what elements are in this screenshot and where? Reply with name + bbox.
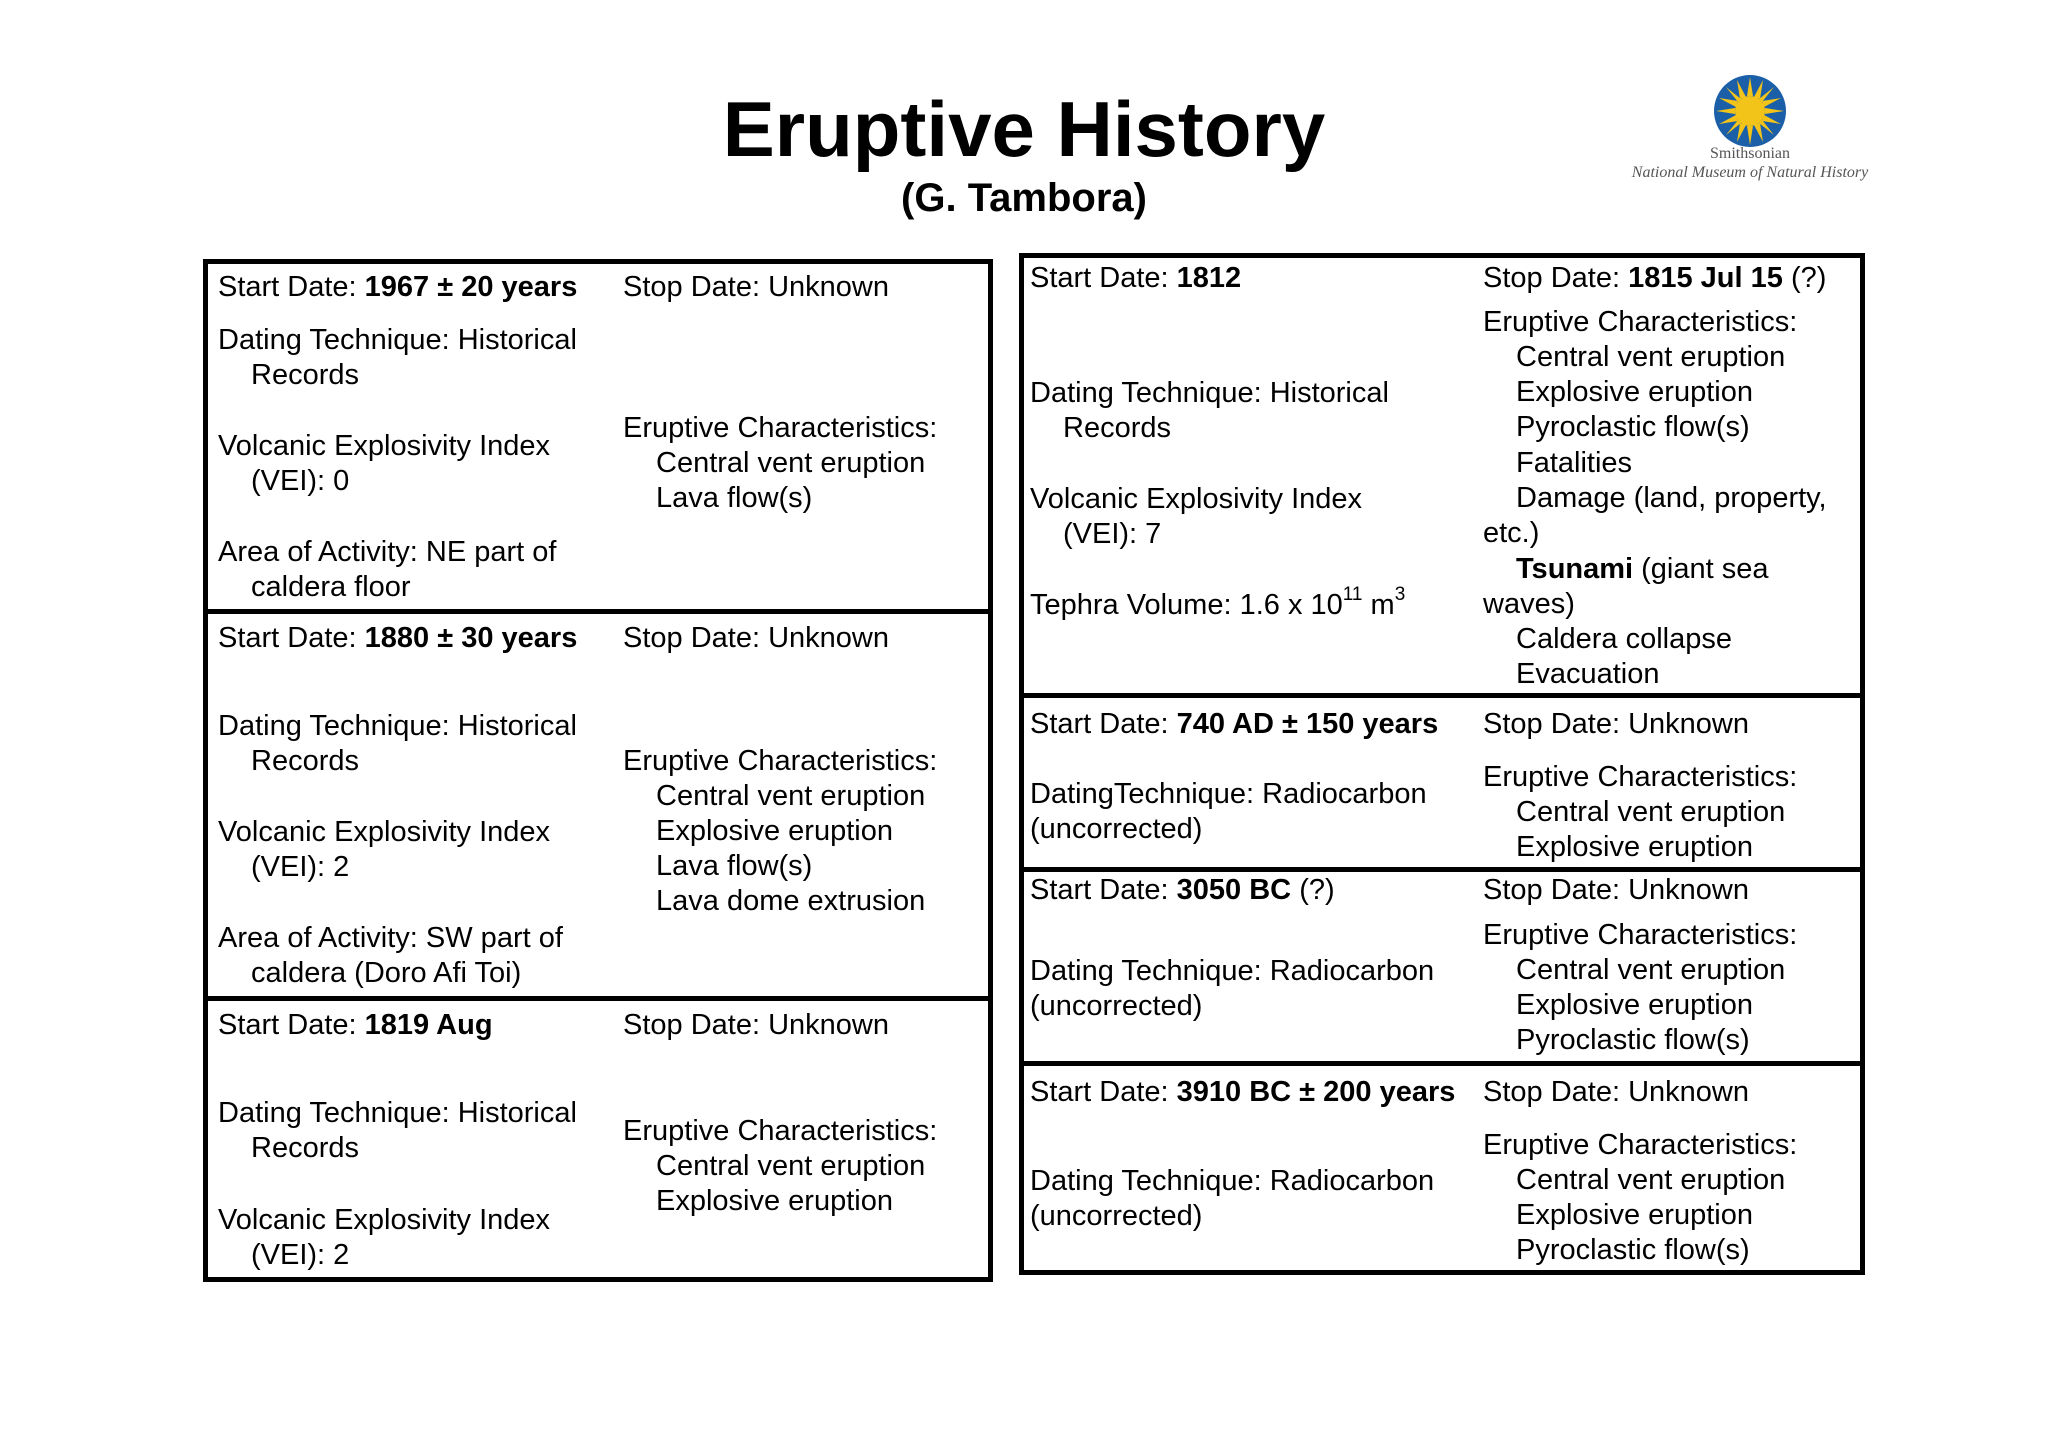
dating-technique: Dating Technique: Radiocarbon — [1030, 1165, 1435, 1197]
characteristic-item: Central vent eruption — [1516, 341, 1786, 373]
area-of-activity: Area of Activity: NE part of — [218, 536, 557, 568]
vei-label: Volcanic Explosivity Index — [218, 430, 551, 462]
dating-technique-cont: Records — [251, 359, 359, 391]
characteristic-item: Central vent eruption — [656, 780, 926, 812]
logo-name: Smithsonian — [1709, 145, 1790, 162]
characteristic-item: Lava flow(s) — [656, 850, 813, 882]
characteristic-item: Explosive eruption — [1516, 376, 1753, 408]
start-date: Start Date: 3910 BC ± 200 years — [1030, 1076, 1456, 1108]
divider — [203, 996, 993, 1001]
dating-technique: Dating Technique: Historical — [218, 1097, 577, 1129]
eruptive-characteristics-label: Eruptive Characteristics: — [623, 412, 938, 444]
stop-date: Stop Date: Unknown — [1483, 1076, 1749, 1108]
characteristic-item: Lava flow(s) — [656, 482, 813, 514]
eruptive-characteristics-label: Eruptive Characteristics: — [623, 1115, 938, 1147]
characteristic-item: Central vent eruption — [1516, 796, 1786, 828]
start-date: Start Date: 3050 BC (?) — [1030, 874, 1335, 906]
characteristic-item: Central vent eruption — [656, 447, 926, 479]
dating-technique-cont: Records — [1063, 412, 1171, 444]
characteristic-item: Explosive eruption — [1516, 989, 1753, 1021]
characteristic-item: Evacuation — [1516, 658, 1660, 690]
page-subtitle: (G. Tambora) — [901, 176, 1147, 220]
characteristic-item: Lava dome extrusion — [656, 885, 926, 917]
stop-date: Stop Date: Unknown — [623, 1009, 889, 1041]
vei-label: Volcanic Explosivity Index — [218, 816, 551, 848]
characteristic-item: Central vent eruption — [1516, 954, 1786, 986]
start-date: Start Date: 740 AD ± 150 years — [1030, 708, 1439, 740]
stop-date: Stop Date: Unknown — [623, 271, 889, 303]
dating-technique: Dating Technique: Historical — [218, 710, 577, 742]
dating-technique: DatingTechnique: Radiocarbon — [1030, 778, 1427, 810]
characteristic-item: Tsunami (giant sea — [1516, 553, 1769, 585]
stop-date: Stop Date: Unknown — [623, 622, 889, 654]
divider — [203, 609, 993, 614]
page-title: Eruptive History — [722, 85, 1326, 173]
area-of-activity-cont: caldera floor — [251, 571, 411, 603]
characteristic-item: Explosive eruption — [656, 815, 893, 847]
stop-date: Stop Date: Unknown — [1483, 708, 1749, 740]
characteristic-item: Pyroclastic flow(s) — [1516, 1024, 1750, 1056]
dating-technique-cont: (uncorrected) — [1030, 1200, 1203, 1232]
smithsonian-logo — [1610, 74, 1890, 186]
eruptive-characteristics-label: Eruptive Characteristics: — [1483, 1129, 1798, 1161]
sun-icon — [1713, 74, 1787, 148]
area-of-activity: Area of Activity: SW part of — [218, 922, 563, 954]
characteristic-item: Fatalities — [1516, 447, 1633, 479]
eruptive-characteristics-label: Eruptive Characteristics: — [1483, 919, 1798, 951]
logo-subtitle: National Museum of Natural History — [1631, 164, 1869, 181]
divider — [1019, 867, 1865, 872]
dating-technique-cont: (uncorrected) — [1030, 990, 1203, 1022]
area-of-activity-cont: caldera (Doro Afi Toi) — [251, 957, 522, 989]
dating-technique-cont: Records — [251, 745, 359, 777]
vei-value: (VEI): 0 — [251, 465, 350, 497]
dating-technique-cont: Records — [251, 1132, 359, 1164]
characteristic-item: Damage (land, property, — [1516, 482, 1827, 514]
start-date: Start Date: 1967 ± 20 years — [218, 271, 578, 303]
characteristic-item: Pyroclastic flow(s) — [1516, 1234, 1750, 1266]
start-date: Start Date: 1812 — [1030, 262, 1242, 294]
vei-value: (VEI): 2 — [251, 851, 350, 883]
characteristic-item: Explosive eruption — [1516, 831, 1753, 863]
divider — [1019, 1061, 1865, 1066]
start-date: Start Date: 1880 ± 30 years — [218, 622, 578, 654]
stop-date: Stop Date: 1815 Jul 15 (?) — [1483, 262, 1827, 294]
start-date: Start Date: 1819 Aug — [218, 1009, 493, 1041]
characteristic-item: Explosive eruption — [1516, 1199, 1753, 1231]
tephra-volume: Tephra Volume: 1.6 x $10^{11}$ $m^3$ — [1030, 584, 1406, 621]
dating-technique: Dating Technique: Historical — [1030, 377, 1389, 409]
vei-label: Volcanic Explosivity Index — [218, 1204, 551, 1236]
eruptive-characteristics-label: Eruptive Characteristics: — [1483, 306, 1798, 338]
eruptive-characteristics-label: Eruptive Characteristics: — [623, 745, 938, 777]
dating-technique: Dating Technique: Radiocarbon — [1030, 955, 1435, 987]
dating-technique: Dating Technique: Historical — [218, 324, 577, 356]
vei-value: (VEI): 7 — [1063, 518, 1162, 550]
vei-value: (VEI): 2 — [251, 1239, 350, 1271]
characteristic-item-cont: waves) — [1483, 588, 1575, 620]
characteristic-item: Explosive eruption — [656, 1185, 893, 1217]
stop-date: Stop Date: Unknown — [1483, 874, 1749, 906]
dating-technique-cont: (uncorrected) — [1030, 813, 1203, 845]
characteristic-item: Pyroclastic flow(s) — [1516, 411, 1750, 443]
vei-label: Volcanic Explosivity Index — [1030, 483, 1363, 515]
divider — [1019, 693, 1865, 698]
characteristic-item: Central vent eruption — [1516, 1164, 1786, 1196]
characteristic-item: Central vent eruption — [656, 1150, 926, 1182]
eruptive-characteristics-label: Eruptive Characteristics: — [1483, 761, 1798, 793]
characteristic-item-cont: etc.) — [1483, 517, 1540, 549]
characteristic-item: Caldera collapse — [1516, 623, 1733, 655]
